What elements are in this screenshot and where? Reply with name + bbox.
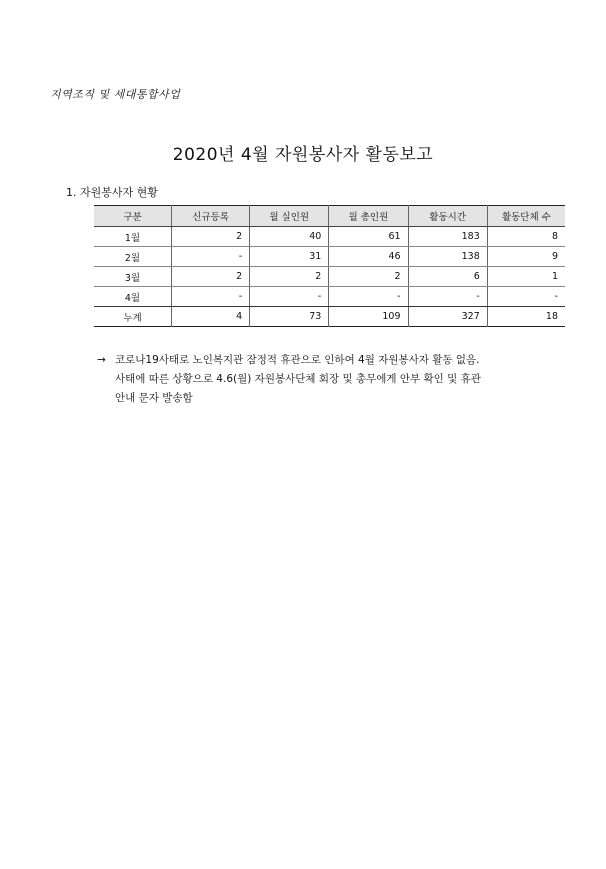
table-cell: 3월: [94, 267, 172, 287]
table-cell: 누계: [123, 312, 142, 324]
table-cell: 327: [408, 307, 487, 327]
table-cell: 46: [329, 247, 408, 267]
table-cell: 1월: [94, 227, 172, 247]
table-row: [94, 267, 565, 287]
table-row: [94, 247, 565, 267]
table-cell: 9: [487, 247, 565, 267]
table-cell: 40: [250, 227, 329, 247]
table-cell: -: [487, 287, 565, 307]
column-header: 월 총인원: [329, 206, 408, 227]
note-line: 사태에 따른 상황으로 4.6(월) 자원봉사단체 회장 및 총무에게 안부 확인 및 휴관: [115, 373, 481, 385]
department-label: 지역조직 및 세대통합사업: [50, 88, 181, 101]
table-cell: 8: [487, 227, 565, 247]
column-header: 신규등록: [172, 206, 250, 227]
table-row: [94, 287, 565, 307]
table-cell: 6: [408, 267, 487, 287]
table-cell: 4: [172, 307, 250, 327]
table-row: [94, 227, 565, 247]
column-header: 활동단체 수: [487, 206, 565, 227]
section-heading: 1. 자원봉사자 현황: [66, 186, 158, 199]
column-header: 활동시간: [408, 206, 487, 227]
table-cell: 18: [487, 307, 565, 327]
table-cell: -: [172, 287, 250, 307]
note-line: [97, 351, 481, 370]
table-cell: 138: [408, 247, 487, 267]
table-cell: 2: [250, 267, 329, 287]
table-cell: 183: [408, 227, 487, 247]
table-total-row: [94, 307, 565, 327]
table-cell: -: [408, 287, 487, 307]
page-title: 2020년 4월 자원봉사자 활동보고: [172, 145, 434, 165]
table-cell: 2: [329, 267, 408, 287]
table-cell: 2: [172, 227, 250, 247]
table-cell: 109: [329, 307, 408, 327]
table-cell: 2월: [94, 247, 172, 267]
table-cell: 2: [172, 267, 250, 287]
table-cell: 4월: [94, 287, 172, 307]
note-line: 안내 문자 발송함: [115, 392, 193, 404]
arrow-icon: →: [97, 354, 106, 366]
note-block: [97, 351, 481, 408]
table-header-row: [94, 206, 565, 227]
column-header: 월 실인원: [250, 206, 329, 227]
table-cell: -: [172, 247, 250, 267]
table-cell: -: [329, 287, 408, 307]
table-cell: 1: [487, 267, 565, 287]
table-cell: 61: [329, 227, 408, 247]
table-cell: -: [250, 287, 329, 307]
table-cell: 31: [250, 247, 329, 267]
column-header: 구분: [94, 206, 172, 227]
note-text: 코로나19사태로 노인복지관 잠정적 휴관으로 인하여 4월 자원봉사자 활동 없음.: [115, 354, 480, 366]
volunteer-status-table: [94, 205, 565, 327]
table-cell: 73: [250, 307, 329, 327]
